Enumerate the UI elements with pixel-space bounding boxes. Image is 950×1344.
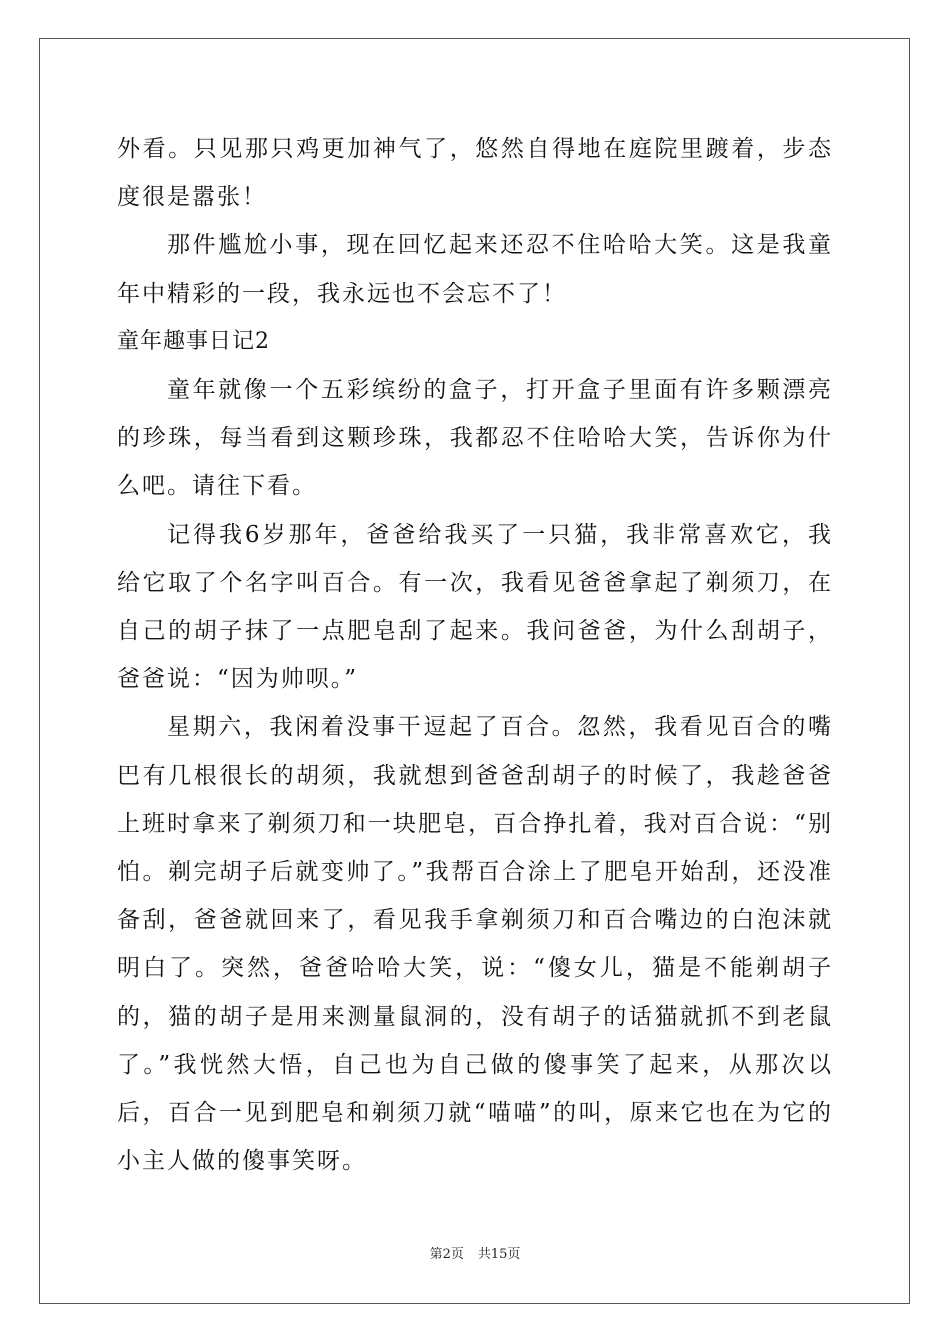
- paragraph-4: 记得我6岁那年，爸爸给我买了一只猫，我非常喜欢它，我给它取了个名字叫百合。有一次，我看见爸爸拿起了剃须刀，在自己的胡子抹了一点肥皂刮了起来。我问爸爸，为什么刮胡子，爸爸说：“因为帅呗。”: [117, 521, 833, 693]
- paragraph-3: 童年就像一个五彩缤纷的盒子，打开盒子里面有许多颗漂亮的珍珠，每当看到这颗珍珠，我都忍不住哈哈大笑，告诉你为什么吧。请往下看。: [117, 377, 833, 500]
- paragraph-1: 外看。只见那只鸡更加神气了，悠然自得地在庭院里踱着，步态度很是嚣张！: [117, 136, 833, 211]
- paragraph-5: 星期六，我闲着没事干逗起了百合。忽然，我看见百合的嘴巴有几根很长的胡须，我就想到爸爸刮胡子的时候了，我趁爸爸上班时拿来了剃须刀和一块肥皂，百合挣扎着，我对百合说：“别怕。剃完胡子后就变帅了。”我帮百合涂上了肥皂开始刮，还没准备刮，爸爸就回来了，看见我手拿剃须刀和百合嘴边的白泡沫就明白了。突然，爸爸哈哈大笑，说：“傻女儿，猫是不能剃胡子的，猫的胡子是用来测量鼠洞的，没有胡子的话猫就抓不到老鼠了。”我恍然大悟，自己也为自己做的傻事笑了起来，从那次以后，百合一见到肥皂和剃须刀就“喵喵”的叫，原来它也在为它的小主人做的傻事笑呀。: [117, 714, 833, 1175]
- paragraph-2: 那件尴尬小事，现在回忆起来还忍不住哈哈大笑。这是我童年中精彩的一段，我永远也不会忘不了！: [117, 232, 833, 307]
- document-body: [117, 125, 833, 1185]
- page-footer: [0, 1243, 950, 1262]
- section-heading: 童年趣事日记2: [117, 328, 270, 354]
- page-total: 共15页: [477, 1247, 521, 1262]
- page-number: 第2页: [429, 1247, 464, 1262]
